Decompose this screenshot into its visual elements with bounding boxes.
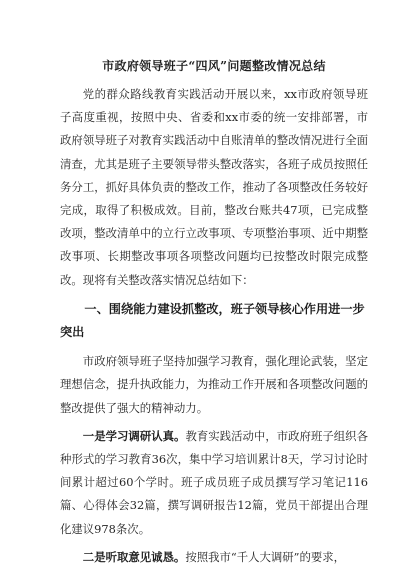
section-body-paragraph: 市政府领导班子坚持加强学习教育，强化理论武装，坚定理想信念，提升执政能力，为推动工作开展和各项整改问题的整改提供了强大的精神动力。 <box>60 354 368 415</box>
point-two-text: 按照我市“千人大调研”的要求， <box>185 549 346 564</box>
point-one-paragraph <box>60 425 368 541</box>
intro-paragraph: 党的群众路线教育实践活动开展以来，xx市政府领导班子高度重视，按照中央、省委和xx市委的统一安排部署，市政府领导班子对教育实践活动中自账清单的整改情况进行全面清查，尤其是班子主要领导带头整改落实，各班子成员按照任务分工，抓好具体负责的整改工作，推动了各项整改任务较好完成，取得了积极成效。目前，整改台账共47项，已完成整改项，整改清单中的立行立改事项、专项整治事项、近中期整改事项、长期整改事项各项整改问题均已按整改时限完成整改。现将有关整改落实情况总结如下： <box>60 87 368 287</box>
document-title: 市政府领导班子“四风”问题整改情况总结 <box>102 59 326 73</box>
point-two-lead: 二是听取意见诚恳。 <box>82 549 186 564</box>
point-one-lead: 一是学习调研认真。 <box>82 428 186 443</box>
point-two-paragraph <box>60 546 368 569</box>
point-one-text: 教育实践活动中，市政府班子组织各种形式的学习教育36次，集中学习培训累计8天，学习讨论时间累计超过60个学时。班子成员班子成员撰写学习笔记116篇、心得体会32篇，撰写调研报告12篇，党员干部提出合理化建议978条次。 <box>60 428 368 536</box>
section-heading: 一、围绕能力建设抓整改，班子领导核心作用进一步突出 <box>60 301 365 340</box>
